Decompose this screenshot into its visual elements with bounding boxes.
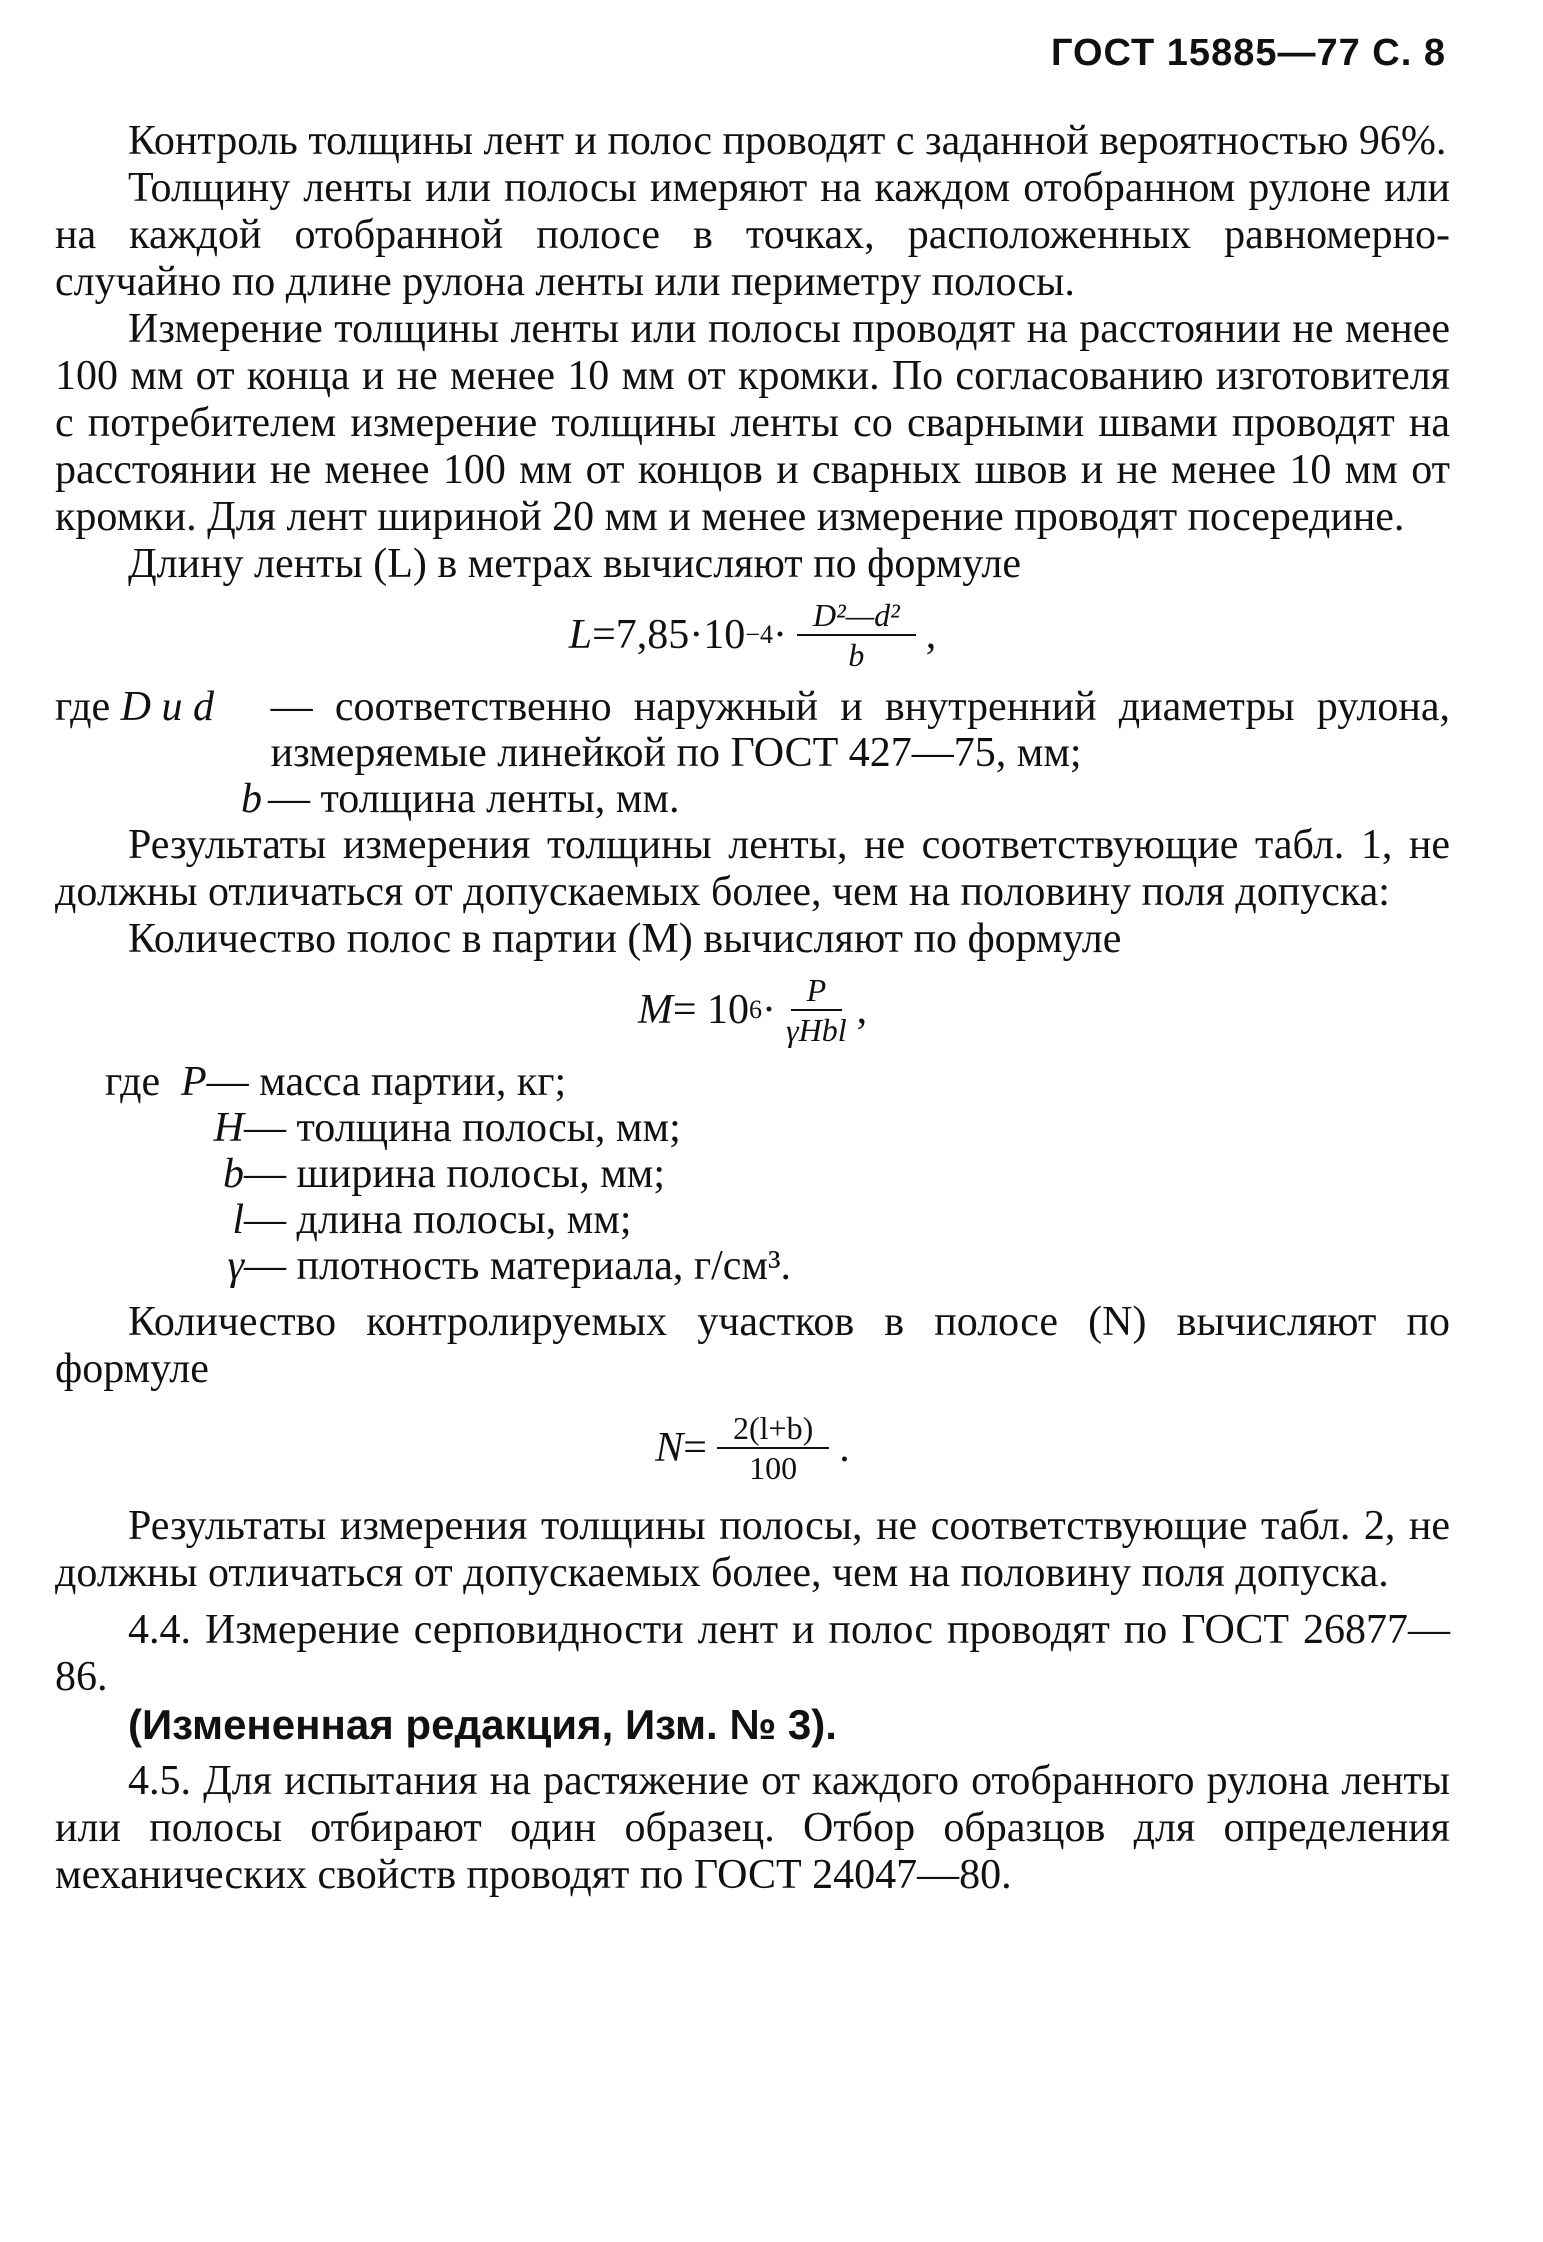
- formula-length-tail: ,: [925, 611, 937, 658]
- paragraph-amendment-note: (Измененная редакция, Изм. № 3).: [128, 1701, 837, 1748]
- definition-text: — соответственно наружный и внутренний диаметры рулона, измеряемые линейкой по ГОСТ 427—75, мм;: [270, 684, 1450, 776]
- paragraph-thickness-measure: Толщину ленты или полосы имеряют на каждом отобранном рулоне или на каждой отобранной полосе в точках, расположенных равномерно-случайно по длине рулона ленты или периметру полосы.: [55, 165, 1450, 305]
- definition-symbol: H: [213, 1105, 244, 1151]
- paragraph-4-5: 4.5. Для испытания на растяжение от каждого отобранного рулона ленты или полосы отбирают один образец. Отбор образцов для определения механических свойств проводят по ГОСТ 24047—80.: [55, 1758, 1450, 1898]
- definition-symbol: l: [232, 1197, 244, 1243]
- definition-symbol: γ: [227, 1243, 244, 1289]
- formula-count-tail: ,: [856, 986, 868, 1033]
- definition-text: — толщина полосы, мм;: [244, 1105, 681, 1151]
- formula-segments-numerator: [717, 1411, 829, 1449]
- definition-text: — плотность материала, г/см³.: [244, 1243, 792, 1289]
- definition-text: — длина полосы, мм;: [244, 1197, 632, 1243]
- definition-text: — масса партии, кг;: [206, 1059, 567, 1105]
- definition-symbol: D и d: [120, 684, 214, 730]
- formula-count-eq: = 10: [672, 986, 750, 1033]
- document-body: [55, 118, 1450, 1899]
- formula-length-numerator: D²—d²: [797, 598, 916, 636]
- formula-segments: [55, 1411, 1450, 1485]
- formula-length-eq: =7,85·10: [592, 611, 746, 658]
- formula-count-denominator: γHbl: [786, 1012, 847, 1048]
- paragraph-tape-results: Результаты измерения толщины ленты, не соответствующие табл. 1, не должны отличаться от допускаемых более, чем на половину поля допуска:: [55, 822, 1450, 915]
- formula-segments-numerator-text: 2(l+b): [732, 1410, 814, 1446]
- definition-lead: где: [105, 1059, 171, 1105]
- definition-row: [105, 1059, 1450, 1105]
- paragraph-measure-distance: Измерение толщины ленты или полосы проводят на расстоянии не менее 100 мм от конца и не менее 10 мм от кромки. По согласованию изготовителя с потребителем измерение толщины ленты со сварными швами проводят на расстоянии не менее 100 мм от концов и сварных швов и не менее 10 мм от кромки. Для лент шириной 20 мм и менее измерение проводят посередине.: [55, 306, 1450, 540]
- formula-length-fraction: [797, 598, 916, 672]
- definition-row: [105, 1105, 1450, 1151]
- definition-text: — толщина ленты, мм.: [268, 776, 680, 822]
- paragraph-strip-results: Результаты измерения толщины полосы, не соответствующие табл. 2, не должны отличаться от допускаемых более, чем на половину поля допуска.: [55, 1503, 1450, 1596]
- formula-segments-eq: =: [683, 1424, 707, 1471]
- definitions-length: [55, 684, 1450, 822]
- formula-segments-fraction: [717, 1411, 829, 1485]
- formula-length-lhs: L: [568, 611, 593, 658]
- paragraph-4-4: 4.4. Измерение серповидности лент и полос проводят по ГОСТ 26877—86.: [55, 1607, 1450, 1700]
- formula-segments-tail: .: [839, 1424, 850, 1471]
- definition-row: [55, 776, 1450, 822]
- paragraph-length-formula-intro: Длину ленты (L) в метрах вычисляют по формуле: [128, 541, 1022, 587]
- definition-row: [105, 1151, 1450, 1197]
- definition-symbol: b: [223, 1151, 244, 1197]
- definition-text: — ширина полосы, мм;: [244, 1151, 666, 1197]
- formula-count-numerator: P: [791, 973, 843, 1011]
- paragraph-segments-formula-intro: Количество контролируемых участков в полосе (N) вычисляют по формуле: [55, 1299, 1450, 1392]
- formula-length: L =7,85·10 −4 · $\frac{\text{D²—d²}}{b}$ ,: [568, 597, 937, 673]
- formula-length-denominator: b: [848, 637, 865, 673]
- definition-row: [105, 1243, 1450, 1289]
- paragraph-thickness-control: Контроль толщины лент и полос проводят с заданной вероятностью 96%.: [128, 118, 1447, 164]
- definition-symbol: b: [241, 776, 262, 822]
- definition-symbol: P: [181, 1059, 207, 1105]
- definition-row: [55, 684, 1450, 776]
- page-header: ГОСТ 15885—77 С. 8: [1050, 32, 1446, 74]
- formula-segments-denominator: 100: [749, 1450, 798, 1486]
- formula-count: M = 10 6 · $\frac{P}{\text{γHbl}}$ ,: [637, 972, 868, 1048]
- formula-segments-lhs: N: [655, 1424, 684, 1471]
- definition-lead: где: [55, 684, 121, 730]
- paragraph-count-formula-intro: Количество полос в партии (M) вычисляют по формуле: [128, 916, 1122, 962]
- formula-count-fraction: [786, 973, 847, 1047]
- formula-count-dot: ·: [762, 986, 777, 1033]
- formula-length-dot: ·: [772, 611, 787, 658]
- definitions-count: [55, 1059, 1450, 1289]
- definition-row: [105, 1197, 1450, 1243]
- formula-count-lhs: M: [637, 986, 673, 1033]
